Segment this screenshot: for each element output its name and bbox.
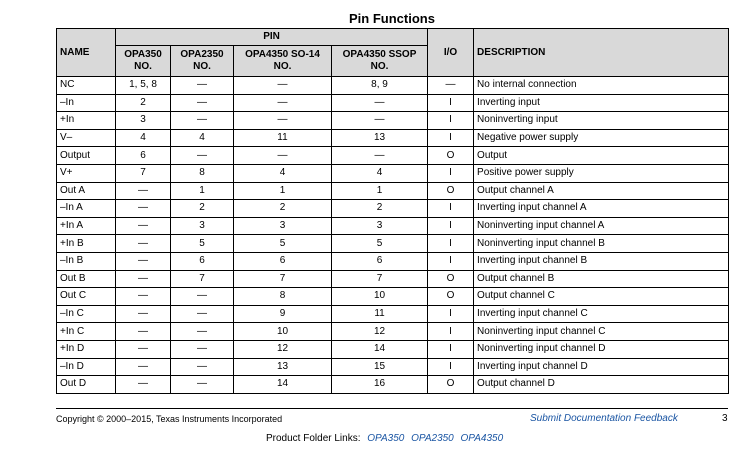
io-cell: I bbox=[428, 164, 474, 182]
header-io: I/O bbox=[428, 29, 474, 77]
opa350-no-cell: 3 bbox=[116, 112, 171, 130]
opa4350-ssop-no-cell: 10 bbox=[332, 288, 428, 306]
opa350-no-cell: 4 bbox=[116, 129, 171, 147]
header-name: NAME bbox=[57, 29, 116, 77]
table-row bbox=[57, 376, 729, 394]
table-row bbox=[57, 235, 729, 253]
opa4350-ssop-no-cell: 8, 9 bbox=[332, 77, 428, 95]
description-cell: Noninverting input bbox=[474, 112, 729, 130]
io-cell: O bbox=[428, 147, 474, 165]
header-opa350-no: OPA350 NO. bbox=[116, 46, 171, 77]
copyright-text: Copyright © 2000–2015, Texas Instruments Incorporated bbox=[56, 414, 283, 424]
table-row bbox=[57, 129, 729, 147]
pin-name-cell: Out B bbox=[57, 270, 116, 288]
opa2350-no-cell: — bbox=[171, 340, 234, 358]
pin-name-cell: Out D bbox=[57, 376, 116, 394]
opa350-no-cell: — bbox=[116, 305, 171, 323]
opa4350-ssop-no-cell: 11 bbox=[332, 305, 428, 323]
opa2350-no-cell: 2 bbox=[171, 200, 234, 218]
description-cell: Inverting input channel A bbox=[474, 200, 729, 218]
opa2350-no-cell: — bbox=[171, 288, 234, 306]
pin-name-cell: V– bbox=[57, 129, 116, 147]
pin-name-cell: Out C bbox=[57, 288, 116, 306]
pin-name-cell: –In B bbox=[57, 252, 116, 270]
table-row bbox=[57, 305, 729, 323]
opa4350-so14-no-cell: 5 bbox=[234, 235, 332, 253]
io-cell: I bbox=[428, 94, 474, 112]
opa350-no-cell: 6 bbox=[116, 147, 171, 165]
header-opa4350-ssop-no: OPA4350 SSOP NO. bbox=[332, 46, 428, 77]
io-cell: O bbox=[428, 182, 474, 200]
opa4350-so14-no-cell: 6 bbox=[234, 252, 332, 270]
opa4350-ssop-no-cell: — bbox=[332, 94, 428, 112]
opa4350-ssop-no-cell: 3 bbox=[332, 217, 428, 235]
io-cell: O bbox=[428, 376, 474, 394]
opa350-no-cell: — bbox=[116, 182, 171, 200]
header-description: DESCRIPTION bbox=[474, 29, 729, 77]
description-cell: Noninverting input channel B bbox=[474, 235, 729, 253]
footer-divider bbox=[56, 408, 728, 409]
opa4350-so14-no-cell: 11 bbox=[234, 129, 332, 147]
pin-name-cell: +In C bbox=[57, 323, 116, 341]
opa4350-so14-no-cell: 9 bbox=[234, 305, 332, 323]
opa4350-ssop-no-cell: 2 bbox=[332, 200, 428, 218]
pin-name-cell: +In D bbox=[57, 340, 116, 358]
pin-name-cell: –In A bbox=[57, 200, 116, 218]
description-cell: Negative power supply bbox=[474, 129, 729, 147]
product-folder-links bbox=[266, 433, 503, 444]
opa4350-ssop-no-cell: 14 bbox=[332, 340, 428, 358]
table-row bbox=[57, 147, 729, 165]
io-cell: I bbox=[428, 323, 474, 341]
pin-name-cell: –In C bbox=[57, 305, 116, 323]
io-cell: I bbox=[428, 358, 474, 376]
submit-feedback-link[interactable]: Submit Documentation Feedback bbox=[530, 413, 678, 424]
opa2350-no-cell: 7 bbox=[171, 270, 234, 288]
opa4350-so14-no-cell: — bbox=[234, 77, 332, 95]
pin-name-cell: +In bbox=[57, 112, 116, 130]
table-row bbox=[57, 358, 729, 376]
io-cell: I bbox=[428, 252, 474, 270]
opa4350-ssop-no-cell: 7 bbox=[332, 270, 428, 288]
io-cell: I bbox=[428, 217, 474, 235]
opa2350-no-cell: 8 bbox=[171, 164, 234, 182]
product-link-opa2350[interactable]: OPA2350 bbox=[411, 433, 454, 444]
opa4350-so14-no-cell: — bbox=[234, 94, 332, 112]
pin-name-cell: –In bbox=[57, 94, 116, 112]
opa4350-ssop-no-cell: 5 bbox=[332, 235, 428, 253]
opa4350-so14-no-cell: 10 bbox=[234, 323, 332, 341]
description-cell: Output channel C bbox=[474, 288, 729, 306]
opa2350-no-cell: — bbox=[171, 358, 234, 376]
opa4350-ssop-no-cell: 1 bbox=[332, 182, 428, 200]
opa350-no-cell: — bbox=[116, 270, 171, 288]
opa4350-so14-no-cell: 13 bbox=[234, 358, 332, 376]
table-row bbox=[57, 200, 729, 218]
product-link-opa4350[interactable]: OPA4350 bbox=[460, 433, 504, 444]
description-cell: Inverting input bbox=[474, 94, 729, 112]
pin-name-cell: Out A bbox=[57, 182, 116, 200]
description-cell: Noninverting input channel C bbox=[474, 323, 729, 341]
table-row bbox=[57, 340, 729, 358]
table-row bbox=[57, 270, 729, 288]
opa2350-no-cell: 1 bbox=[171, 182, 234, 200]
io-cell: O bbox=[428, 270, 474, 288]
table-row bbox=[57, 77, 729, 95]
io-cell: I bbox=[428, 112, 474, 130]
opa350-no-cell: — bbox=[116, 288, 171, 306]
opa2350-no-cell: 4 bbox=[171, 129, 234, 147]
table-row bbox=[57, 288, 729, 306]
opa4350-so14-no-cell: 1 bbox=[234, 182, 332, 200]
io-cell: I bbox=[428, 129, 474, 147]
description-cell: No internal connection bbox=[474, 77, 729, 95]
io-cell: I bbox=[428, 200, 474, 218]
opa4350-so14-no-cell: 7 bbox=[234, 270, 332, 288]
io-cell: O bbox=[428, 288, 474, 306]
opa4350-ssop-no-cell: 12 bbox=[332, 323, 428, 341]
opa4350-so14-no-cell: — bbox=[234, 147, 332, 165]
opa4350-ssop-no-cell: — bbox=[332, 147, 428, 165]
opa350-no-cell: — bbox=[116, 235, 171, 253]
pin-name-cell: +In A bbox=[57, 217, 116, 235]
opa2350-no-cell: — bbox=[171, 94, 234, 112]
opa350-no-cell: 2 bbox=[116, 94, 171, 112]
pin-functions-table bbox=[56, 28, 729, 394]
description-cell: Positive power supply bbox=[474, 164, 729, 182]
opa350-no-cell: — bbox=[116, 376, 171, 394]
table-row bbox=[57, 323, 729, 341]
opa4350-so14-no-cell: — bbox=[234, 112, 332, 130]
product-link-opa350[interactable]: OPA350 bbox=[367, 433, 405, 444]
opa2350-no-cell: 3 bbox=[171, 217, 234, 235]
opa4350-so14-no-cell: 3 bbox=[234, 217, 332, 235]
opa2350-no-cell: — bbox=[171, 77, 234, 95]
opa350-no-cell: — bbox=[116, 340, 171, 358]
pin-name-cell: Output bbox=[57, 147, 116, 165]
product-links-label: Product Folder Links: bbox=[266, 433, 361, 444]
opa2350-no-cell: — bbox=[171, 305, 234, 323]
opa350-no-cell: 1, 5, 8 bbox=[116, 77, 171, 95]
opa4350-so14-no-cell: 2 bbox=[234, 200, 332, 218]
header-pin-group: PIN bbox=[116, 29, 428, 46]
table-row bbox=[57, 94, 729, 112]
opa4350-ssop-no-cell: 6 bbox=[332, 252, 428, 270]
opa4350-so14-no-cell: 12 bbox=[234, 340, 332, 358]
opa2350-no-cell: — bbox=[171, 112, 234, 130]
io-cell: I bbox=[428, 340, 474, 358]
description-cell: Noninverting input channel D bbox=[474, 340, 729, 358]
description-cell: Inverting input channel D bbox=[474, 358, 729, 376]
opa2350-no-cell: — bbox=[171, 323, 234, 341]
description-cell: Inverting input channel C bbox=[474, 305, 729, 323]
description-cell: Output channel A bbox=[474, 182, 729, 200]
table-row bbox=[57, 164, 729, 182]
opa4350-so14-no-cell: 14 bbox=[234, 376, 332, 394]
opa350-no-cell: — bbox=[116, 217, 171, 235]
opa4350-ssop-no-cell: 16 bbox=[332, 376, 428, 394]
section-title: Pin Functions bbox=[349, 11, 435, 26]
opa2350-no-cell: — bbox=[171, 147, 234, 165]
page-number: 3 bbox=[722, 413, 728, 424]
opa2350-no-cell: 5 bbox=[171, 235, 234, 253]
description-cell: Output bbox=[474, 147, 729, 165]
opa350-no-cell: — bbox=[116, 323, 171, 341]
io-cell: I bbox=[428, 305, 474, 323]
io-cell: — bbox=[428, 77, 474, 95]
pin-name-cell: NC bbox=[57, 77, 116, 95]
table-row bbox=[57, 182, 729, 200]
io-cell: I bbox=[428, 235, 474, 253]
opa2350-no-cell: 6 bbox=[171, 252, 234, 270]
pin-rows bbox=[57, 77, 729, 394]
opa4350-ssop-no-cell: 4 bbox=[332, 164, 428, 182]
opa4350-so14-no-cell: 4 bbox=[234, 164, 332, 182]
description-cell: Output channel D bbox=[474, 376, 729, 394]
description-cell: Output channel B bbox=[474, 270, 729, 288]
header-opa2350-no: OPA2350 NO. bbox=[171, 46, 234, 77]
opa2350-no-cell: — bbox=[171, 376, 234, 394]
opa350-no-cell: 7 bbox=[116, 164, 171, 182]
opa350-no-cell: — bbox=[116, 252, 171, 270]
table-row bbox=[57, 112, 729, 130]
opa350-no-cell: — bbox=[116, 358, 171, 376]
header-opa4350-so14-no: OPA4350 SO-14 NO. bbox=[234, 46, 332, 77]
pin-name-cell: V+ bbox=[57, 164, 116, 182]
opa4350-ssop-no-cell: — bbox=[332, 112, 428, 130]
table-row bbox=[57, 252, 729, 270]
opa350-no-cell: — bbox=[116, 200, 171, 218]
table-row bbox=[57, 217, 729, 235]
pin-name-cell: –In D bbox=[57, 358, 116, 376]
opa4350-ssop-no-cell: 13 bbox=[332, 129, 428, 147]
opa4350-so14-no-cell: 8 bbox=[234, 288, 332, 306]
description-cell: Inverting input channel B bbox=[474, 252, 729, 270]
pin-name-cell: +In B bbox=[57, 235, 116, 253]
description-cell: Noninverting input channel A bbox=[474, 217, 729, 235]
opa4350-ssop-no-cell: 15 bbox=[332, 358, 428, 376]
